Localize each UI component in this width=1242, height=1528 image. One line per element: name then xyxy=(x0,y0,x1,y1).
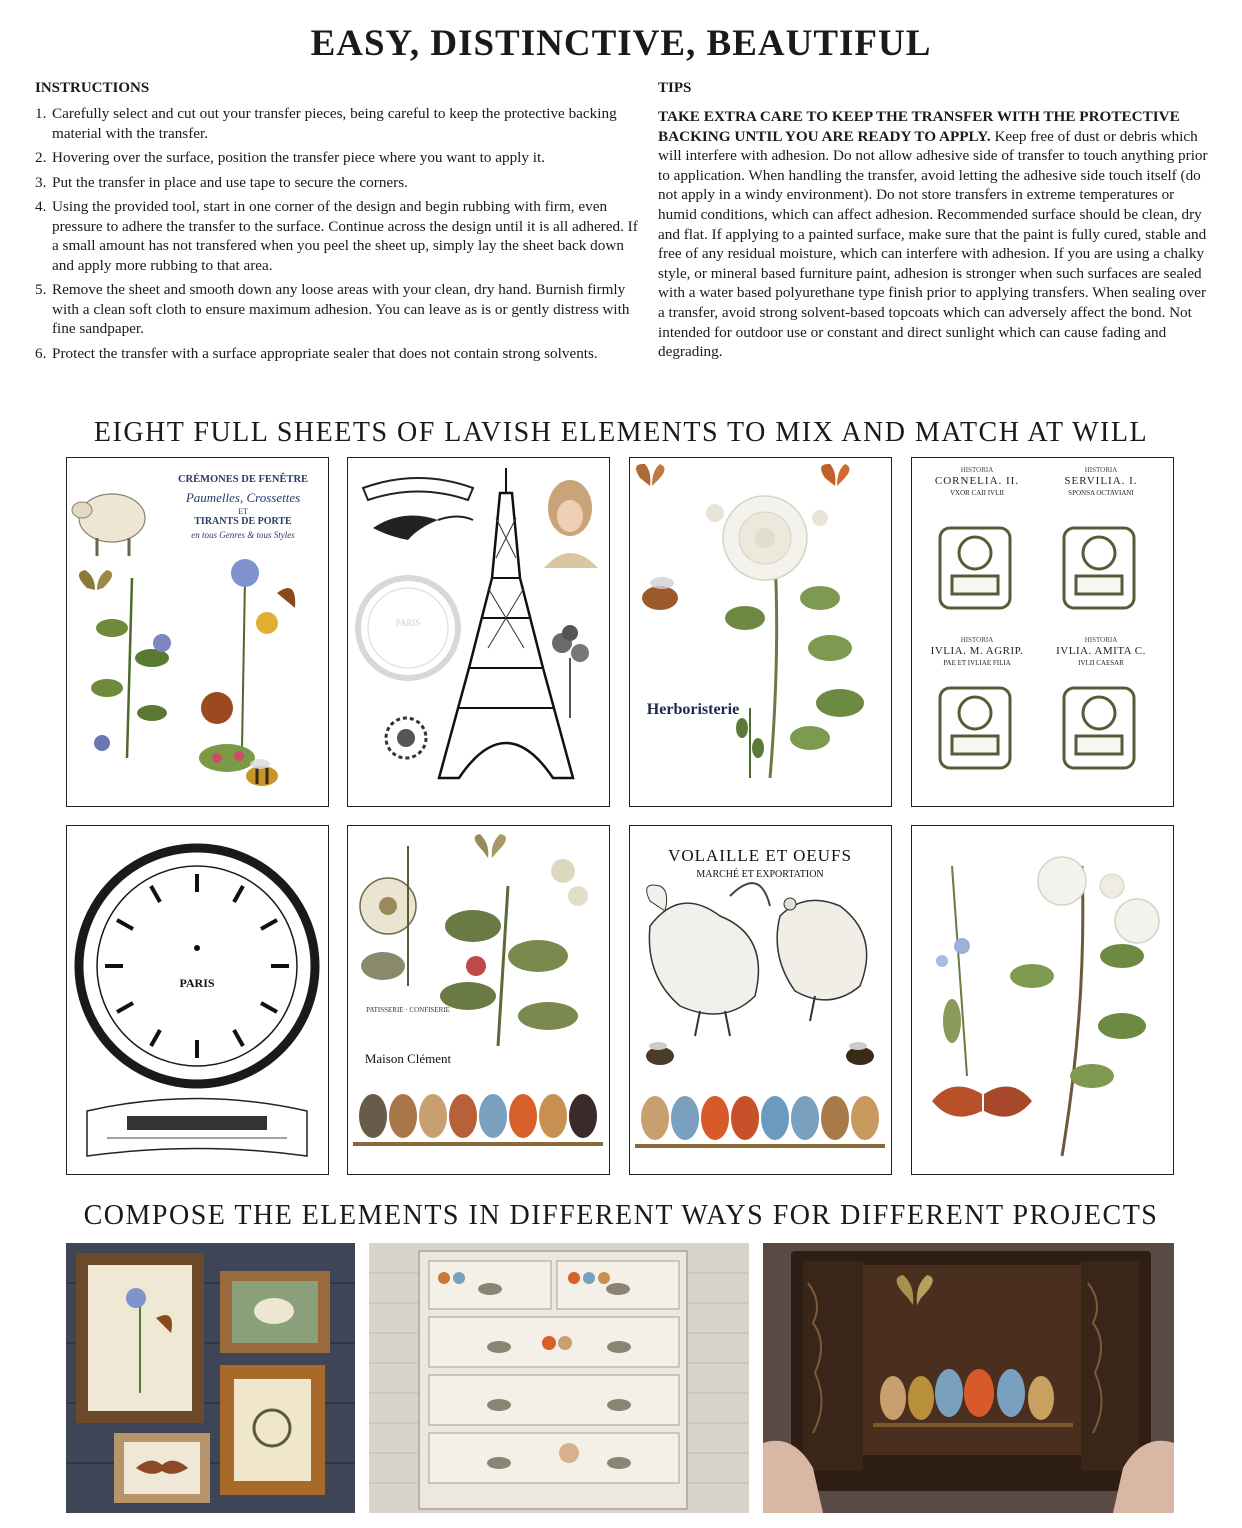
sheet-6-shop: Maison Clément xyxy=(364,1051,452,1066)
butterfly-left xyxy=(79,570,112,590)
sheet-4-n3a: IVLIA. M. AGRIP. xyxy=(930,645,1024,657)
sheet-4-illustration xyxy=(912,458,1172,805)
project-photo-box xyxy=(763,1243,1174,1513)
thistle-plant xyxy=(440,859,588,1046)
bee-illustration xyxy=(642,577,678,610)
ornate-frame-1 xyxy=(940,528,1010,608)
white-roses xyxy=(1038,857,1159,943)
ribbon-banner xyxy=(363,478,473,500)
instruction-number: 3. xyxy=(35,173,47,191)
flower-plant-left xyxy=(91,578,171,758)
butterfly-top-right xyxy=(821,464,850,486)
laurel-crest xyxy=(386,718,426,758)
faded-clock xyxy=(358,578,458,678)
sheet-1-line1: CRÉMONES DE FENÊTRE xyxy=(177,474,309,485)
bee-left xyxy=(646,1042,674,1065)
tips-heading: TIPS xyxy=(658,80,692,96)
sheet-4-h3: HISTORIA xyxy=(960,636,994,644)
butterfly-illustration xyxy=(475,834,506,858)
rose-stem xyxy=(725,558,864,778)
hen-illustration xyxy=(777,898,867,1021)
instruction-item xyxy=(35,280,645,339)
sheet-2-clock-label: PARIS xyxy=(395,618,421,628)
instruction-text: Using the provided tool, start in one corner of the design and begin rubbing with firm, even pressure to adhere the transfer to the surface. Continue across the design until it is all adhered. If a small amount has not transfered when you peel the sheet up, simply lay the sheet back down and apply more rubbing to that area. xyxy=(52,198,638,274)
butterfly-top-left xyxy=(636,464,665,486)
instruction-text: Remove the sheet and smooth down any loose areas with your clean, dry hand. Burnish firmly with a clean soft cloth to ensure maximum adhesion. You can leave as is or gently distress with fine sandpaper. xyxy=(52,281,630,337)
instruction-item xyxy=(35,344,645,364)
transfer-sheet-5 xyxy=(66,825,329,1175)
moth-illustration xyxy=(932,1086,1032,1116)
project-photo-dresser xyxy=(369,1243,749,1513)
sheet-1-line5: en tous Genres & tous Styles xyxy=(191,530,295,540)
ornate-frame-2 xyxy=(1064,528,1134,608)
page-title: EASY, DISTINCTIVE, BEAUTIFUL xyxy=(310,23,932,64)
instruction-item xyxy=(35,148,645,168)
transfer-sheet-8 xyxy=(911,825,1174,1175)
bee-illustration xyxy=(246,759,278,786)
transfer-sheet-1 xyxy=(66,457,329,807)
transfer-sheet-2 xyxy=(347,457,610,807)
transfer-sheet-4 xyxy=(911,457,1174,807)
sheet-5-illustration xyxy=(67,826,327,1173)
frame-moth xyxy=(114,1433,210,1503)
transfer-sheet-3 xyxy=(629,457,892,807)
flower-plant-right xyxy=(199,559,295,772)
instructions-list xyxy=(35,104,645,368)
sheet-3-label: Herboristerie xyxy=(646,701,740,718)
sheet-4-h4: HISTORIA xyxy=(1084,636,1118,644)
sheep-illustration xyxy=(72,494,145,556)
instruction-text: Protect the transfer with a surface appropriate sealer that does not contain strong solvents. xyxy=(52,344,598,362)
sheet-4-n3b: PAE ET IVLIAE FILIA xyxy=(943,659,1011,667)
birds-on-branch xyxy=(635,1096,885,1146)
instruction-text: Put the transfer in place and use tape to secure the corners. xyxy=(52,173,408,191)
dresser-body xyxy=(419,1251,687,1509)
sheet-1-line4: TIRANTS DE PORTE xyxy=(194,516,292,527)
instruction-item xyxy=(35,197,645,275)
sheet-7-line2: MARCHÉ ET EXPORTATION xyxy=(696,869,824,880)
sheet-4-n1a: CORNELIA. II. xyxy=(934,475,1020,487)
white-rose xyxy=(706,496,828,580)
tips-body-text: Keep free of dust or debris which will interfere with adhesion. Do not allow adhesive side of transfer to touch anything prior to application. When handling the transfer, avoid letting the adhesive side touch itself (do not apply in a windy environment). Do not store transfers in extreme temperatures or humid conditions, which can affect adhesion. Recommended surface should be clean, dry and flat. If applying to a painted surface, make sure that the paint is fully cured, stable and free of any residual moisture, which can interfere with adhesion. If you are using a chalky style, or mineral based furniture paint, adhesion is stronger when such surfaces are sealed with a water based polyurethane type finish prior to applying transfers. When sealing over a transfer, avoid strong solvent-based topcoats which can adversely affect the bond. Not intended for outdoor use or constant and direct sunlight which can cause fading and degrading. xyxy=(658,127,1208,361)
lavender-sprig xyxy=(552,625,589,718)
instructions-heading: INSTRUCTIONS xyxy=(35,80,150,96)
bee-right xyxy=(846,1042,874,1065)
ornate-frame-3 xyxy=(940,688,1010,768)
sheet-4-n4a: IVLIA. AMITA C. xyxy=(1056,645,1146,657)
sheet-4-n2a: SERVILIA. I. xyxy=(1064,475,1138,487)
rooster-illustration xyxy=(647,883,770,1036)
sheet-4-n1b: VXOR CAII IVLII xyxy=(949,489,1005,497)
sheet-4-h1: HISTORIA xyxy=(960,466,994,474)
sheet-6-illustration xyxy=(348,826,608,1173)
frame-historia xyxy=(220,1365,325,1495)
wooden-box xyxy=(791,1251,1151,1491)
frame-large xyxy=(76,1253,204,1423)
sheet-7-line1: VOLAILLE ET OEUFS xyxy=(668,846,852,865)
instruction-number: 1. xyxy=(35,105,47,122)
dove-illustration xyxy=(373,516,473,541)
instruction-item xyxy=(35,173,645,193)
ornate-frame-4 xyxy=(1064,688,1134,768)
frames-photo-illustration xyxy=(66,1243,355,1513)
dresser-photo-illustration xyxy=(369,1243,749,1513)
forget-me-not xyxy=(936,866,970,1076)
sheet-4-n2b: SPONSA OCTAVIANI xyxy=(1068,489,1134,497)
instruction-text: Carefully select and cut out your transfer pieces, being careful to keep the protective backing material with the transfer. xyxy=(52,105,617,142)
compose-heading: COMPOSE THE ELEMENTS IN DIFFERENT WAYS FOR DIFFERENT PROJECTS xyxy=(83,1200,1159,1231)
sheet-3-illustration xyxy=(630,458,890,805)
sheet-6-sub: PATISSERIE · CONFISERIE xyxy=(366,1006,450,1014)
tips-paragraph xyxy=(658,107,1213,362)
sheet-4-n4b: IVLII CAESAR xyxy=(1078,659,1124,667)
instruction-number: 6. xyxy=(35,344,47,362)
transfer-sheet-7 xyxy=(629,825,892,1175)
sheet-5-clock-label: PARIS xyxy=(179,976,215,990)
sheets-heading: EIGHT FULL SHEETS OF LAVISH ELEMENTS TO MIX AND MATCH AT WILL xyxy=(93,417,1149,448)
instruction-number: 2. xyxy=(35,149,47,166)
sheet-1-line3: ET xyxy=(238,507,248,516)
sheet-1-line2: Paumelles, Crossettes xyxy=(185,490,301,505)
transfer-sheet-6 xyxy=(347,825,610,1175)
sheet-2-illustration xyxy=(348,458,608,805)
tips-bold-text: TAKE EXTRA CARE TO KEEP THE TRANSFER WITH THE PROTECTIVE BACKING UNTIL YOU ARE READY TO APPLY. xyxy=(658,108,1180,145)
instruction-number: 5. xyxy=(35,281,47,298)
hollyhock-flower xyxy=(360,846,416,986)
label-banner xyxy=(87,1099,307,1157)
birds-on-branch xyxy=(353,1094,603,1144)
portrait-lady xyxy=(544,480,598,568)
box-photo-illustration xyxy=(763,1243,1174,1513)
clock-face-illustration xyxy=(79,848,315,1084)
instruction-number: 4. xyxy=(35,198,47,215)
project-photo-frames xyxy=(66,1243,355,1513)
sheet-8-illustration xyxy=(912,826,1172,1173)
frame-sheep xyxy=(220,1271,330,1353)
instruction-item xyxy=(35,104,645,143)
sheet-4-h2: HISTORIA xyxy=(1084,466,1118,474)
instruction-text: Hovering over the surface, position the transfer piece where you want to apply it. xyxy=(52,149,546,166)
